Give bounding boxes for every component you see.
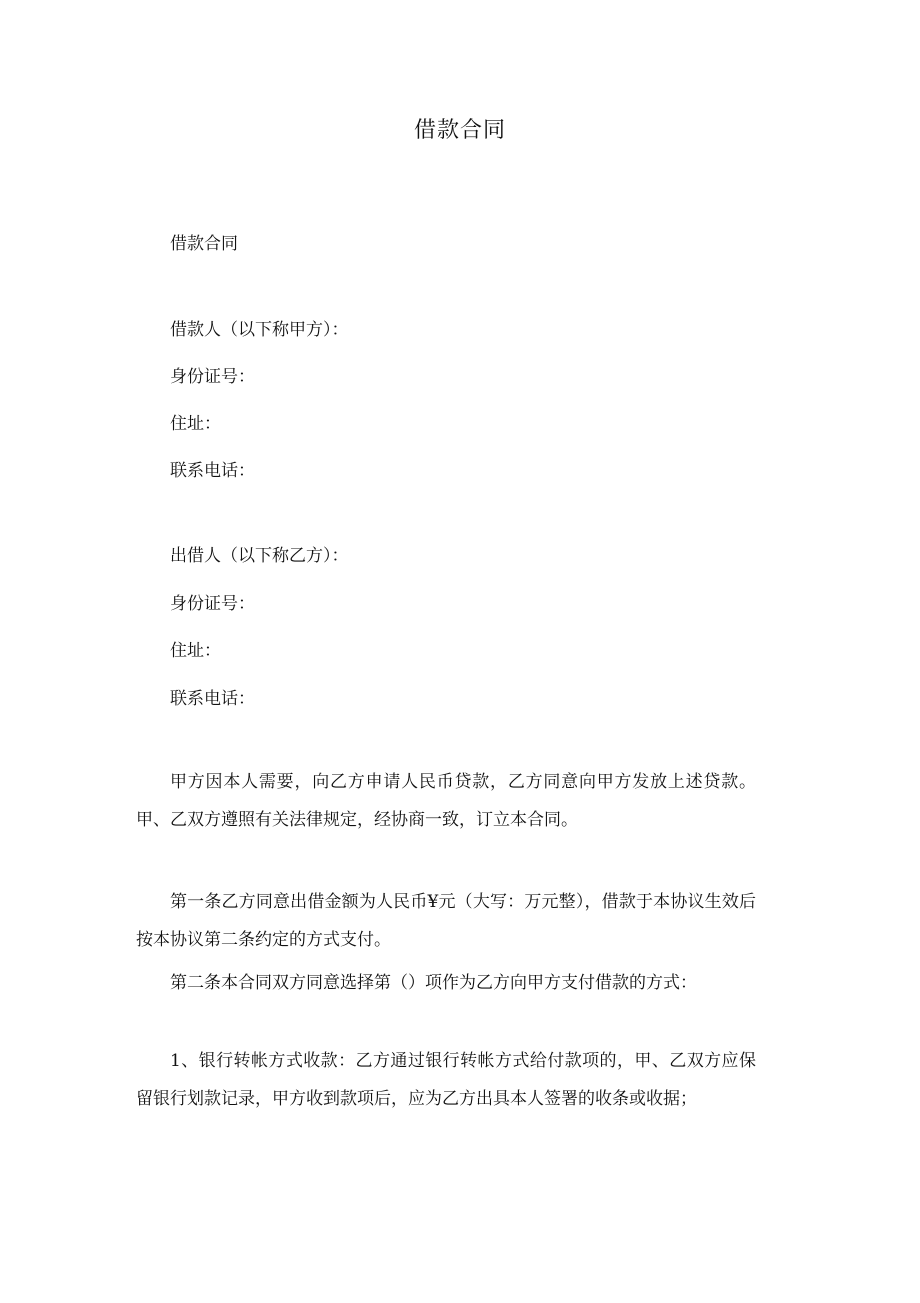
lender-id-label: 身份证号： xyxy=(170,594,255,614)
document-title: 借款合同 xyxy=(413,118,506,143)
article-1-paragraph: 第一条乙方同意出借金额为人民币¥元（大写：万元整），借款于本协议生效后按本协议第二条约定的方式支付。 xyxy=(136,892,756,950)
lender-heading: 出借人（以下称乙方）： xyxy=(170,546,349,566)
borrower-address-label: 住址： xyxy=(170,414,221,434)
preamble-paragraph: 甲方因本人需要，向乙方申请人民币贷款，乙方同意向甲方发放上述贷款。甲、乙双方遵照有关法律规定，经协商一致，订立本合同。 xyxy=(136,772,756,830)
document-subtitle: 借款合同 xyxy=(170,234,238,254)
lender-phone-label: 联系电话： xyxy=(170,689,255,709)
borrower-phone-label: 联系电话： xyxy=(170,461,255,481)
borrower-heading: 借款人（以下称甲方）： xyxy=(170,320,349,340)
borrower-id-label: 身份证号： xyxy=(170,367,255,387)
lender-address-label: 住址： xyxy=(170,641,221,661)
payment-option-1-paragraph: 1、银行转帐方式收款：乙方通过银行转帐方式给付款项的，甲、乙双方应保留银行划款记录，甲方收到款项后，应为乙方出具本人签署的收条或收据； xyxy=(136,1051,756,1109)
article-2-paragraph: 第二条本合同双方同意选择第（）项作为乙方向甲方支付借款的方式： xyxy=(170,973,697,993)
